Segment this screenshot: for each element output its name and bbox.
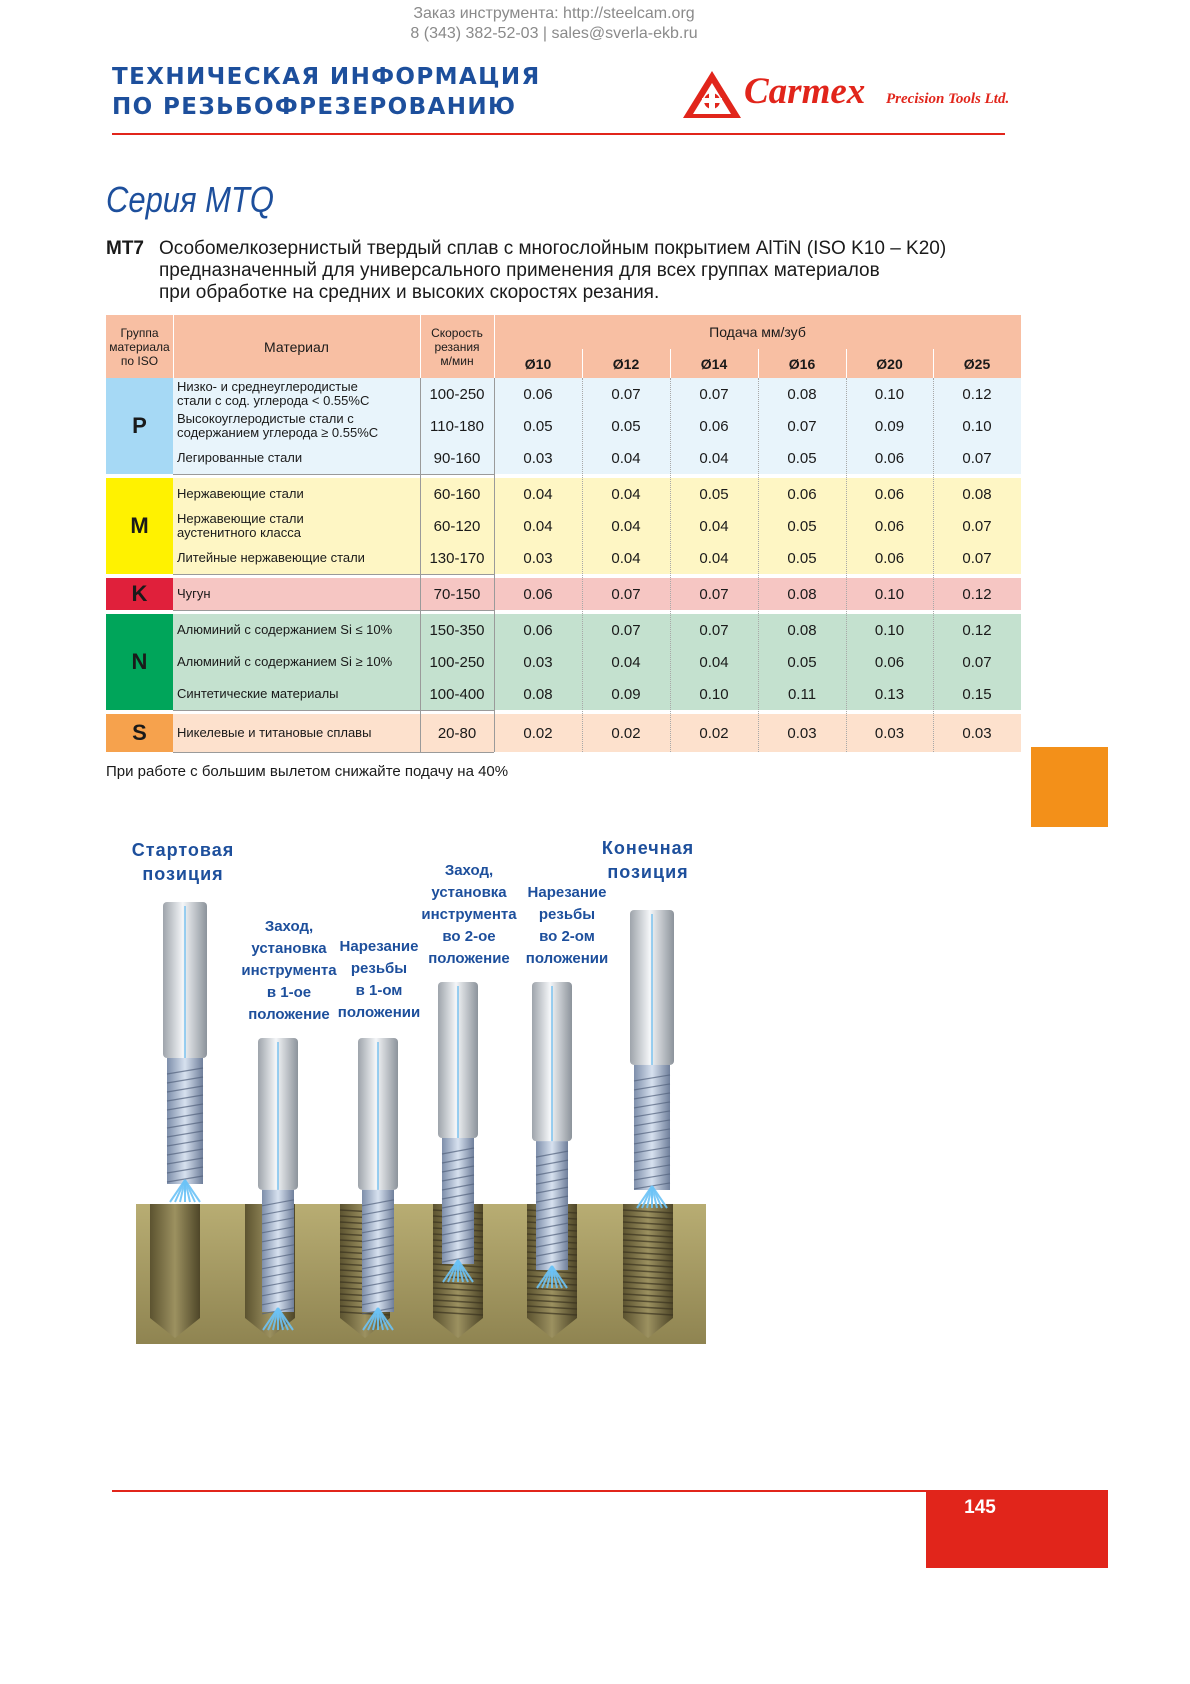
header-column-divider (494, 315, 495, 378)
feed-value: 0.05 (787, 517, 817, 535)
contact-block (0, 4, 1108, 44)
tool-flute (262, 1190, 294, 1312)
footer-divider (112, 1490, 926, 1492)
feed-value: 0.08 (787, 621, 817, 639)
feed-value: 0.05 (611, 417, 641, 435)
header-column-divider (173, 315, 174, 378)
feed-column-divider (758, 378, 759, 752)
cutting-speed: 110-180 (430, 417, 484, 435)
header-speed (420, 315, 494, 378)
material-name (173, 646, 420, 678)
feed-value: 0.08 (962, 485, 992, 503)
label-line: положении (337, 1004, 421, 1021)
section-tab-marker (1031, 747, 1108, 827)
feed-value: 0.02 (611, 724, 641, 742)
feed-value: 0.04 (523, 485, 553, 503)
cutting-speed: 100-250 (429, 653, 485, 671)
header-column-divider (420, 315, 421, 378)
cell-text-line: Литейные нержавеющие стали (177, 550, 365, 565)
header-divider (112, 133, 1005, 135)
logo-wordmark: Carmex (744, 71, 866, 112)
cell-text-line: Нержавеющие стали (177, 511, 304, 526)
feed-value: 0.04 (611, 549, 641, 567)
cell-text-line: Алюминий с содержанием Si ≤ 10% (177, 622, 393, 637)
feed-value: 0.05 (523, 417, 553, 435)
label-line: Заход, (264, 918, 314, 935)
material-name (173, 442, 420, 474)
label-line: установка (431, 884, 507, 901)
feed-value: 0.09 (611, 685, 641, 703)
feed-value: 0.06 (523, 585, 553, 603)
cell-text-line: Высокоуглеродистые стали с (177, 411, 354, 426)
section-heading-line-2: ПО РЕЗЬБОФРЕЗЕРОВАНИЮ (112, 94, 517, 120)
header-diameter: Ø14 (670, 349, 758, 378)
feed-value: 0.12 (962, 621, 992, 639)
material-name (173, 614, 420, 646)
iso-group-k: K (106, 578, 173, 610)
grade-description (159, 238, 1029, 304)
feed-value: 0.03 (787, 724, 817, 742)
page-number: 145 (964, 1497, 996, 1518)
label-line: Нарезание (527, 884, 607, 901)
iso-group-s: S (106, 714, 173, 752)
label-line: во 2-ом (539, 928, 595, 945)
material-name (173, 717, 420, 749)
iso-group-n: N (106, 614, 173, 710)
cutting-speed: 150-350 (429, 621, 485, 639)
cell-text-line: Низко- и среднеуглеродистые (177, 379, 358, 394)
label-start-position (128, 838, 238, 886)
material-name (173, 478, 420, 510)
grade-description-line: предназначенный для универсального применения для всех группах материалов (159, 260, 880, 281)
feed-value: 0.06 (874, 485, 905, 503)
drilled-hole (150, 1204, 200, 1338)
cell-text-line: по ISO (120, 353, 159, 368)
cutting-speed: 90-160 (433, 449, 481, 467)
overhang-note: При работе с большим вылетом снижайте подачу на 40% (106, 763, 509, 780)
cell-text-line: Алюминий с содержанием Si ≥ 10% (177, 654, 393, 669)
feed-value: 0.04 (611, 485, 641, 503)
tool-flute (362, 1190, 394, 1312)
feed-value: 0.04 (699, 549, 729, 567)
feed-value: 0.10 (874, 385, 905, 403)
grade-description-line: при обработке на средних и высоких скоростях резания. (159, 282, 660, 303)
label-end-position (594, 836, 702, 884)
label-entry-second (412, 860, 526, 970)
cutting-speed: 60-160 (433, 485, 481, 503)
material-name (173, 542, 420, 574)
feed-value: 0.07 (962, 517, 992, 535)
feed-value: 0.02 (699, 724, 729, 742)
feed-value: 0.07 (962, 449, 992, 467)
cutting-speed: 130-170 (429, 549, 485, 567)
cutting-speed: 100-400 (429, 685, 485, 703)
feed-value: 0.06 (523, 385, 553, 403)
group-separator (173, 710, 494, 711)
carmex-logo (682, 70, 1012, 120)
body-column-divider (420, 378, 421, 752)
label-line: положение (428, 950, 510, 967)
feed-value: 0.08 (787, 585, 817, 603)
cell-text-line: резания (434, 339, 480, 354)
feed-value: 0.06 (874, 653, 905, 671)
feed-value: 0.07 (699, 585, 729, 603)
series-title: Серия MTQ (106, 179, 274, 220)
feed-value: 0.12 (962, 585, 992, 603)
cell-text-line: Скорость (431, 325, 483, 340)
group-separator (173, 474, 494, 475)
feed-value: 0.04 (611, 653, 641, 671)
label-line: позиция (607, 862, 689, 882)
iso-group-m: M (106, 478, 173, 574)
feed-value: 0.03 (523, 653, 553, 671)
feed-column-divider (582, 378, 583, 752)
cell-text-line: стали с сод. углерода < 0.55%C (177, 393, 370, 408)
label-line: установка (251, 940, 327, 957)
label-line: Конечная (601, 838, 695, 858)
feed-value: 0.04 (523, 517, 553, 535)
cell-text-line: Синтетические материалы (177, 686, 339, 701)
header-diameter: Ø16 (758, 349, 846, 378)
header-diameter-divider (582, 349, 583, 378)
feed-value: 0.10 (699, 685, 729, 703)
contact-order-line: Заказ инструмента: http://steelcam.org (413, 5, 695, 22)
feed-value: 0.05 (787, 449, 817, 467)
feed-value: 0.02 (523, 724, 553, 742)
feed-value: 0.05 (787, 653, 817, 671)
thread-milling-steps-illustration (100, 830, 740, 1370)
header-feed: Подача мм/зуб (494, 315, 1021, 349)
feed-value: 0.11 (787, 685, 817, 703)
feed-value: 0.06 (874, 549, 905, 567)
cutting-speed: 20-80 (437, 724, 477, 742)
feed-value: 0.13 (874, 685, 905, 703)
feed-value: 0.03 (874, 724, 905, 742)
feed-value: 0.06 (787, 485, 817, 503)
feed-value: 0.04 (611, 449, 641, 467)
header-material: Материал (173, 315, 420, 378)
label-line: позиция (142, 864, 224, 884)
iso-group-p: P (106, 378, 173, 474)
carmex-triangle-icon (682, 70, 742, 120)
material-name (173, 678, 420, 710)
header-diameter-divider (846, 349, 847, 378)
feed-value: 0.10 (874, 621, 905, 639)
material-name (173, 378, 420, 410)
header-diameter-divider (758, 349, 759, 378)
material-name (173, 578, 420, 610)
contact-phone-line: 8 (343) 382-52-03 | sales@sverla-ekb.ru (410, 25, 698, 42)
group-separator (173, 574, 494, 575)
feed-value: 0.06 (523, 621, 553, 639)
feed-column-divider (670, 378, 671, 752)
label-line: резьбы (538, 906, 596, 923)
cell-text-line: Чугун (177, 586, 211, 601)
header-diameter: Ø12 (582, 349, 670, 378)
cell-text-line: Группа (120, 325, 159, 340)
label-line: инструмента (241, 962, 337, 979)
header-diameter-divider (670, 349, 671, 378)
feed-value: 0.03 (523, 549, 553, 567)
feed-value: 0.10 (962, 417, 992, 435)
label-line: Заход, (444, 862, 494, 879)
tool-flute (442, 1138, 474, 1264)
label-line: положение (248, 1006, 330, 1023)
section-heading-line-1: ТЕХНИЧЕСКАЯ ИНФОРМАЦИЯ (112, 64, 541, 90)
feed-value: 0.04 (611, 517, 641, 535)
grade-description-line: Особомелкозернистый твердый сплав с многослойным покрытием AlTiN (ISO K10 – K20) (159, 238, 947, 259)
label-line: в 1-ом (355, 982, 403, 999)
material-name (173, 410, 420, 442)
feed-value: 0.04 (699, 653, 729, 671)
feed-value: 0.07 (699, 385, 729, 403)
tool-flute (634, 1065, 670, 1190)
feed-value: 0.03 (962, 724, 992, 742)
feed-column-divider (933, 378, 934, 752)
feed-value: 0.07 (699, 621, 729, 639)
feed-value: 0.07 (611, 621, 641, 639)
feed-value: 0.08 (787, 385, 817, 403)
label-line: Нарезание (339, 938, 419, 955)
feed-value: 0.04 (699, 449, 729, 467)
logo-subtitle: Precision Tools Ltd. (886, 91, 1010, 107)
cell-text-line: Легированные стали (177, 450, 303, 465)
header-diameter: Ø20 (846, 349, 933, 378)
page-number-box (926, 1490, 1108, 1568)
feed-value: 0.05 (699, 485, 729, 503)
cutting-speed: 100-250 (429, 385, 485, 403)
label-line: инструмента (421, 906, 517, 923)
section-heading (112, 62, 541, 122)
cell-text-line: Никелевые и титановые сплавы (177, 725, 372, 740)
cell-text-line: аустенитного класса (177, 525, 301, 540)
cell-text-line: м/мин (440, 353, 474, 368)
label-line: положении (525, 950, 609, 967)
feed-value: 0.08 (523, 685, 553, 703)
feed-column-divider (846, 378, 847, 752)
feed-value: 0.06 (699, 417, 729, 435)
feed-value: 0.04 (699, 517, 729, 535)
cutting-speed: 60-120 (433, 517, 481, 535)
feed-value: 0.07 (611, 385, 641, 403)
cell-text-line: материала (109, 339, 170, 354)
header-diameter: Ø25 (933, 349, 1021, 378)
workpiece-block (136, 1204, 706, 1344)
header-diameter: Ø10 (494, 349, 582, 378)
feed-value: 0.12 (962, 385, 992, 403)
tool-flute (167, 1058, 203, 1184)
feed-value: 0.03 (523, 449, 553, 467)
label-line: Стартовая (131, 840, 235, 860)
header-group (106, 315, 173, 378)
cell-text-line: содержанием углерода ≥ 0.55%C (177, 425, 379, 440)
material-name (173, 510, 420, 542)
label-line: резьбы (350, 960, 408, 977)
feed-value: 0.06 (874, 517, 905, 535)
feed-value: 0.05 (787, 549, 817, 567)
cell-text-line: Нержавеющие стали (177, 486, 304, 501)
feed-value: 0.15 (962, 685, 992, 703)
cutting-speed: 70-150 (433, 585, 481, 603)
feed-value: 0.07 (962, 549, 992, 567)
feed-value: 0.09 (874, 417, 905, 435)
feed-rate-table (106, 315, 1021, 743)
feed-value: 0.07 (611, 585, 641, 603)
group-separator (173, 752, 494, 753)
feed-value: 0.10 (874, 585, 905, 603)
feed-value: 0.07 (962, 653, 992, 671)
grade-code: MT7 (106, 238, 144, 259)
label-cut-second (520, 882, 614, 970)
label-line: во 2-ое (442, 928, 496, 945)
group-separator (173, 610, 494, 611)
label-line: в 1-ое (266, 984, 312, 1001)
feed-value: 0.07 (787, 417, 817, 435)
header-diameter-divider (933, 349, 934, 378)
feed-value: 0.06 (874, 449, 905, 467)
body-column-divider (494, 378, 495, 752)
